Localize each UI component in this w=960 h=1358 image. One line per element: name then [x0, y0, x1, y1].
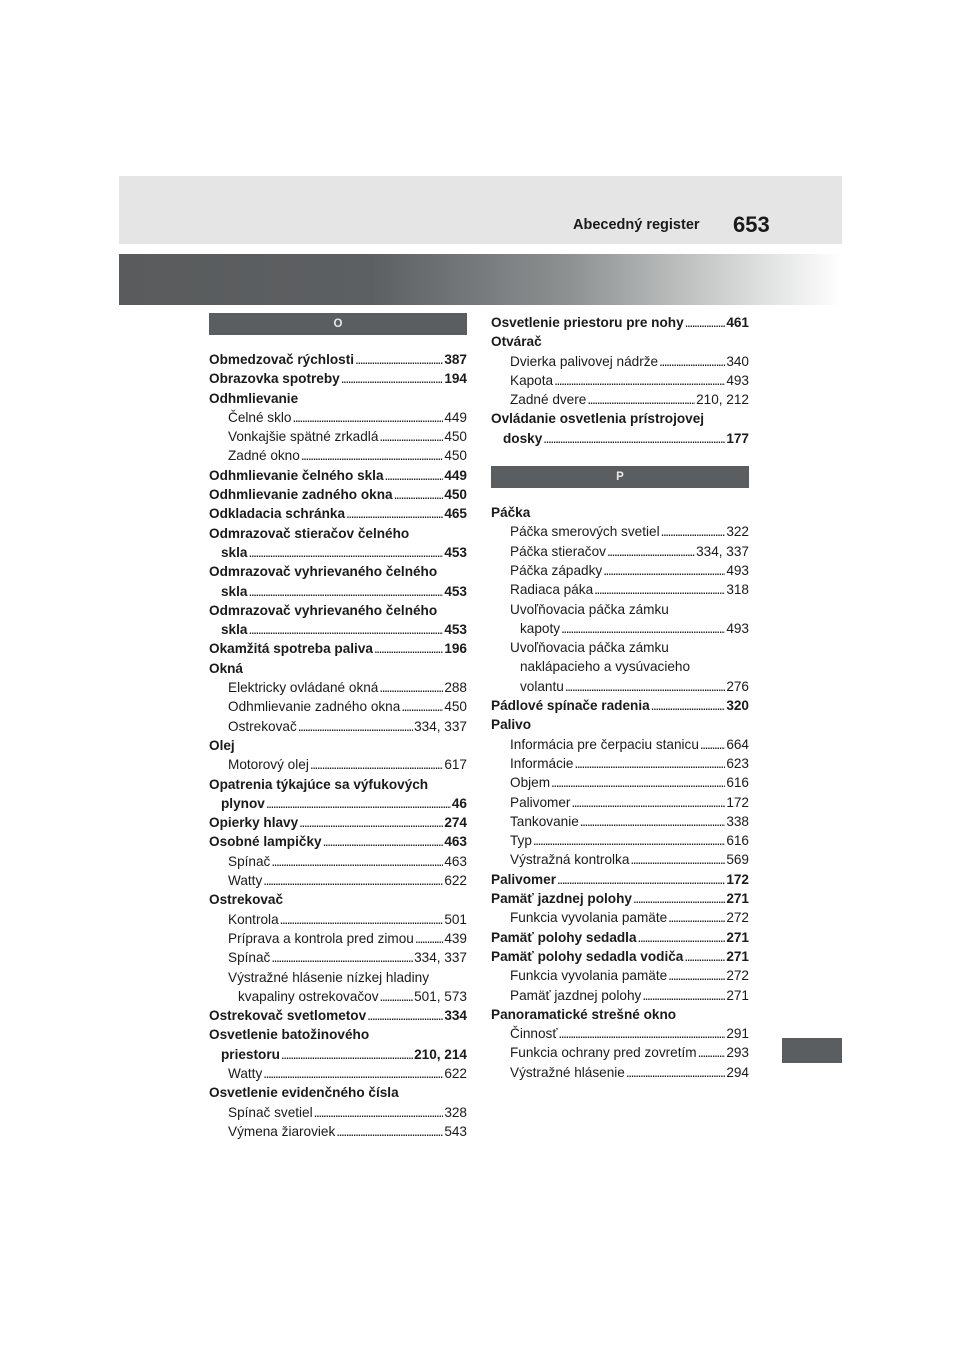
page-reference: 463 — [444, 853, 467, 869]
index-entry — [209, 1025, 467, 1044]
index-entry — [209, 562, 467, 581]
index-term: Palivomer — [491, 871, 556, 887]
index-term: Typ — [510, 833, 532, 849]
index-entry — [491, 619, 749, 638]
index-entry — [209, 389, 467, 408]
page-reference: 617 — [444, 757, 467, 773]
page-reference: 322 — [726, 524, 749, 540]
index-entry — [209, 543, 467, 562]
page-reference: 453 — [444, 583, 467, 599]
page-reference: 294 — [726, 1064, 749, 1080]
dot-leader — [571, 793, 725, 812]
index-entry — [209, 1006, 467, 1025]
index-entry — [209, 582, 467, 601]
index-term: Osvetlenie batožinového — [209, 1027, 370, 1043]
page-reference: 272 — [726, 968, 749, 984]
page-reference: 210, 212 — [696, 392, 749, 408]
dot-leader — [292, 408, 443, 427]
index-term: Osvetlenie priestoru pre nohy — [491, 315, 684, 330]
letter-heading-p: P — [491, 466, 749, 488]
index-entry — [491, 754, 749, 773]
index-term: Páčka západky — [510, 562, 603, 578]
index-entry — [491, 409, 749, 428]
index-term: Obrazovka spotreby — [209, 371, 340, 387]
dot-leader — [346, 504, 443, 523]
page-reference: 622 — [444, 873, 467, 889]
dot-leader — [379, 427, 443, 446]
page-reference: 328 — [444, 1104, 467, 1120]
chapter-tab-marker — [782, 1038, 842, 1063]
dot-leader — [626, 1063, 725, 1082]
dot-leader — [271, 852, 443, 871]
page-reference: 493 — [726, 562, 749, 578]
index-entry — [491, 352, 749, 371]
page-reference: 623 — [726, 755, 749, 771]
index-entry — [209, 717, 467, 736]
index-term: Vonkajšie spätné zrkadlá — [228, 429, 379, 445]
index-entry — [209, 1045, 467, 1064]
page-reference: 616 — [726, 775, 749, 791]
page-reference: 622 — [444, 1065, 467, 1081]
index-term: skla — [221, 583, 248, 599]
index-entry — [209, 524, 467, 543]
index-entry — [491, 371, 749, 390]
index-entry — [209, 775, 467, 794]
index-term: Odhmlievanie čelného skla — [209, 467, 384, 483]
page-reference: 271 — [726, 987, 749, 1003]
index-entry — [209, 890, 467, 909]
index-term: kvapaliny ostrekovačov — [238, 988, 379, 1004]
dot-leader — [248, 543, 443, 562]
dot-leader — [341, 369, 444, 388]
page-number: 653 — [733, 212, 770, 237]
index-entry — [209, 813, 467, 832]
dot-leader — [594, 580, 725, 599]
index-term: dosky — [503, 430, 543, 446]
entry-list-o-continued — [491, 313, 749, 448]
index-entry — [491, 657, 749, 676]
index-term: kapoty — [520, 620, 561, 636]
index-term: Zadné dvere — [510, 392, 587, 408]
index-entry — [491, 1063, 749, 1082]
page-reference: 274 — [444, 815, 467, 831]
dot-leader — [310, 755, 443, 774]
index-entry — [491, 542, 749, 561]
dot-leader — [271, 948, 413, 967]
index-entry — [491, 966, 749, 985]
index-term: Informácie — [510, 755, 574, 771]
index-term: Obmedzovač rýchlosti — [209, 352, 355, 367]
index-entry — [491, 638, 749, 657]
index-term: Výstražné hlásenie nízkej hladiny — [228, 969, 429, 985]
page-reference: 338 — [726, 813, 749, 829]
index-entry — [209, 446, 467, 465]
index-entry — [209, 427, 467, 446]
page-reference: 194 — [444, 371, 467, 387]
dot-leader — [374, 639, 443, 658]
dot-leader — [642, 986, 725, 1005]
dot-leader — [263, 871, 443, 890]
page-reference: 450 — [444, 429, 467, 445]
index-term: Palivomer — [510, 794, 571, 810]
page-reference: 46 — [451, 795, 467, 811]
index-term: Spínač svetiel — [228, 1104, 313, 1120]
index-term: Opatrenia týkajúce sa výfukových — [209, 776, 429, 792]
dot-leader — [533, 831, 725, 850]
index-term: naklápacieho a vysúvacieho — [520, 659, 691, 675]
index-term: Radiaca páka — [510, 582, 594, 598]
index-entry — [209, 601, 467, 620]
index-term: Uvoľňovacia páčka zámku — [510, 601, 669, 617]
index-entry — [209, 929, 467, 948]
index-term: Príprava a kontrola pred zimou — [228, 930, 414, 946]
index-entry — [491, 313, 749, 332]
dot-leader — [385, 466, 444, 485]
index-entry — [491, 1043, 749, 1062]
page-reference: 453 — [444, 622, 467, 638]
index-term: Výstražné hlásenie — [510, 1064, 625, 1080]
index-entry — [209, 466, 467, 485]
dot-leader — [263, 1064, 443, 1083]
dot-leader — [336, 1122, 443, 1141]
index-term: Spínač — [228, 853, 271, 869]
index-term: Odhmlievanie zadného okna — [228, 699, 401, 715]
index-term: Dvierka palivovej nádrže — [510, 353, 659, 369]
index-term: Pamäť polohy sedadla — [491, 929, 637, 945]
dot-leader — [633, 889, 725, 908]
dot-leader — [574, 754, 725, 773]
index-entry — [491, 580, 749, 599]
dot-leader — [298, 717, 413, 736]
index-entry — [209, 871, 467, 890]
dot-leader — [580, 812, 726, 831]
index-entry — [491, 773, 749, 792]
index-entry — [209, 1103, 467, 1122]
index-entry — [491, 677, 749, 696]
index-entry — [491, 850, 749, 869]
index-column-left — [209, 313, 467, 1141]
index-term: Funkcia vyvolania pamäte — [510, 968, 668, 984]
index-term: plynov — [221, 795, 265, 811]
index-term: Funkcia vyvolania pamäte — [510, 910, 668, 926]
index-entry — [209, 968, 467, 987]
page-reference: 664 — [726, 736, 749, 752]
index-column-right — [491, 313, 749, 1082]
dot-leader — [281, 1045, 413, 1064]
dot-leader — [561, 619, 725, 638]
index-entry — [491, 332, 749, 351]
index-term: Výstražná kontrolka — [510, 852, 630, 868]
index-term: Páčka stieračov — [510, 543, 606, 559]
index-entry — [491, 928, 749, 947]
index-entry — [491, 429, 749, 448]
index-entry — [209, 948, 467, 967]
index-entry — [491, 735, 749, 754]
dot-leader — [651, 696, 726, 715]
index-term: Uvoľňovacia páčka zámku — [510, 640, 669, 656]
index-term: Kontrola — [228, 911, 279, 927]
page-reference: 172 — [726, 871, 749, 887]
index-term: Palivo — [491, 717, 532, 733]
index-term: priestoru — [221, 1046, 280, 1062]
page-reference: 288 — [444, 680, 467, 696]
index-entry — [209, 832, 467, 851]
dot-leader — [698, 1043, 726, 1062]
page-reference: 461 — [726, 315, 749, 330]
index-entry — [209, 736, 467, 755]
index-term: Informácia pre čerpaciu stanicu — [510, 736, 699, 752]
page-reference: 320 — [726, 698, 749, 714]
dot-leader — [668, 908, 725, 927]
index-term: Funkcia ochrany pred zovretím — [510, 1045, 697, 1061]
index-entry — [491, 812, 749, 831]
page-reference: 463 — [444, 834, 467, 850]
dot-leader — [551, 773, 725, 792]
page-reference: 465 — [444, 506, 467, 522]
dot-leader — [607, 542, 695, 561]
index-term: Odmrazovač stieračov čelného — [209, 525, 410, 541]
index-entry — [209, 987, 467, 1006]
index-entry — [491, 390, 749, 409]
page-reference: 291 — [726, 1026, 749, 1042]
index-term: Tankovanie — [510, 813, 579, 829]
index-term: Pádlové spínače radenia — [491, 698, 650, 714]
page-reference: 543 — [444, 1123, 467, 1139]
index-entry — [209, 504, 467, 523]
dot-leader — [661, 522, 726, 541]
index-term: Watty — [228, 1065, 263, 1081]
page-reference: 271 — [726, 891, 749, 907]
index-entry — [209, 639, 467, 658]
index-term: Spínač — [228, 950, 271, 966]
page-reference: 453 — [444, 544, 467, 560]
index-term: Ostrekovač svetlometov — [209, 1008, 367, 1024]
index-entry — [491, 908, 749, 927]
dot-leader — [266, 794, 451, 813]
page-reference: 334, 337 — [414, 718, 467, 734]
index-term: Činnosť — [510, 1026, 558, 1042]
dot-leader — [280, 910, 444, 929]
index-term: Páčka smerových svetiel — [510, 524, 660, 540]
entry-list-o — [209, 350, 467, 1141]
index-entry — [209, 852, 467, 871]
dot-leader — [603, 561, 725, 580]
dot-leader — [630, 850, 725, 869]
index-term: Objem — [510, 775, 551, 791]
index-term: skla — [221, 622, 248, 638]
page-reference: 177 — [726, 430, 749, 446]
index-entry — [491, 793, 749, 812]
dot-leader — [401, 697, 443, 716]
index-term: skla — [221, 544, 248, 560]
page-reference: 493 — [726, 372, 749, 388]
page-reference: 196 — [444, 641, 467, 657]
index-term: Odmrazovač vyhrievaného čelného — [209, 602, 438, 618]
index-entry — [209, 369, 467, 388]
page-reference: 450 — [444, 448, 467, 464]
page-reference: 340 — [726, 353, 749, 369]
page-reference: 334, 337 — [696, 543, 749, 559]
page-reference: 450 — [444, 699, 467, 715]
dot-leader — [543, 429, 725, 448]
index-term: Čelné sklo — [228, 409, 292, 425]
dot-leader — [301, 446, 444, 465]
dot-leader — [415, 929, 443, 948]
dot-leader — [638, 928, 726, 947]
index-entry — [209, 1064, 467, 1083]
page-reference: 616 — [726, 833, 749, 849]
page-reference: 569 — [726, 852, 749, 868]
page-reference: 293 — [726, 1045, 749, 1061]
index-term: Odmrazovač vyhrievaného čelného — [209, 564, 438, 580]
page-reference: 172 — [726, 794, 749, 810]
index-entry — [209, 659, 467, 678]
index-entry — [491, 600, 749, 619]
section-title: Abecedný register — [573, 217, 700, 233]
dot-leader — [685, 313, 726, 332]
dot-leader — [379, 678, 443, 697]
dot-leader — [248, 620, 443, 639]
entry-list-p — [491, 503, 749, 1082]
index-term: Motorový olej — [228, 757, 309, 773]
index-term: volantu — [520, 678, 564, 694]
index-term: Olej — [209, 737, 235, 753]
index-entry — [209, 755, 467, 774]
page-reference: 439 — [444, 930, 467, 946]
index-term: Opierky hlavy — [209, 815, 299, 831]
index-term: Ostrekovač — [209, 892, 284, 908]
page-reference: 318 — [726, 582, 749, 598]
index-term: Kapota — [510, 372, 554, 388]
page-reference: 210, 214 — [414, 1046, 467, 1062]
index-term: Ostrekovač — [228, 718, 297, 734]
page-reference: 276 — [726, 678, 749, 694]
index-term: Okamžitá spotreba paliva — [209, 641, 373, 657]
dot-leader — [299, 813, 443, 832]
index-term: Odhmlievanie zadného okna — [209, 487, 393, 503]
index-entry — [491, 561, 749, 580]
index-entry — [209, 408, 467, 427]
index-term: Otvárač — [491, 334, 542, 350]
index-term: Elektricky ovládané okná — [228, 680, 379, 696]
index-entry — [491, 831, 749, 850]
index-term: Odhmlievanie — [209, 390, 299, 406]
index-entry — [491, 1024, 749, 1043]
index-term: Páčka — [491, 505, 531, 521]
dot-leader — [684, 947, 725, 966]
index-term: Zadné okno — [228, 448, 300, 464]
index-entry — [491, 1005, 749, 1024]
page-reference: 449 — [444, 409, 467, 425]
index-entry — [491, 503, 749, 522]
page-reference: 271 — [726, 929, 749, 945]
index-term: Watty — [228, 873, 263, 889]
page-reference: 271 — [726, 948, 749, 964]
page-reference: 334, 337 — [414, 950, 467, 966]
dot-leader — [380, 987, 414, 1006]
index-term: Panoramatické strešné okno — [491, 1006, 677, 1022]
index-term: Osobné lampičky — [209, 834, 322, 850]
dot-leader — [367, 1006, 443, 1025]
index-term: Okná — [209, 660, 243, 676]
index-entry — [209, 697, 467, 716]
index-entry — [209, 485, 467, 504]
index-entry — [209, 1122, 467, 1141]
index-entry — [491, 522, 749, 541]
page-reference: 501 — [444, 911, 467, 927]
index-entry — [491, 986, 749, 1005]
index-term: Pamäť jazdnej polohy — [491, 891, 632, 907]
page-reference: 449 — [444, 467, 467, 483]
dot-leader — [394, 485, 444, 504]
dot-leader — [565, 677, 725, 696]
index-entry — [209, 794, 467, 813]
index-entry — [491, 696, 749, 715]
page-reference: 450 — [444, 487, 467, 503]
index-term: Pamäť jazdnej polohy — [510, 987, 642, 1003]
dot-leader — [314, 1103, 444, 1122]
dot-leader — [323, 832, 444, 851]
dot-leader — [355, 350, 443, 369]
index-term: Výmena žiaroviek — [228, 1123, 336, 1139]
dot-leader — [587, 390, 695, 409]
index-term: Odkladacia schránka — [209, 506, 346, 522]
index-term: Pamäť polohy sedadla vodiča — [491, 948, 684, 964]
index-entry — [209, 910, 467, 929]
dot-leader — [558, 1024, 725, 1043]
letter-heading-o: O — [209, 313, 467, 335]
index-entry — [209, 620, 467, 639]
dot-leader — [659, 352, 725, 371]
index-entry — [209, 350, 467, 369]
page-reference: 334 — [444, 1008, 467, 1024]
index-entry — [491, 889, 749, 908]
dot-leader — [700, 735, 725, 754]
page-reference: 272 — [726, 910, 749, 926]
index-entry — [209, 1083, 467, 1102]
index-entry — [491, 715, 749, 734]
decorative-gradient-band — [119, 254, 842, 305]
index-term: Ovládanie osvetlenia prístrojovej — [491, 411, 705, 427]
index-entry — [209, 678, 467, 697]
dot-leader — [557, 870, 725, 889]
index-entry — [491, 870, 749, 889]
index-entry — [491, 947, 749, 966]
dot-leader — [248, 582, 443, 601]
dot-leader — [668, 966, 725, 985]
dot-leader — [554, 371, 725, 390]
page-reference: 387 — [444, 352, 467, 367]
page-reference: 493 — [726, 620, 749, 636]
page-reference: 501, 573 — [414, 988, 467, 1004]
index-term: Osvetlenie evidenčného čísla — [209, 1085, 399, 1101]
